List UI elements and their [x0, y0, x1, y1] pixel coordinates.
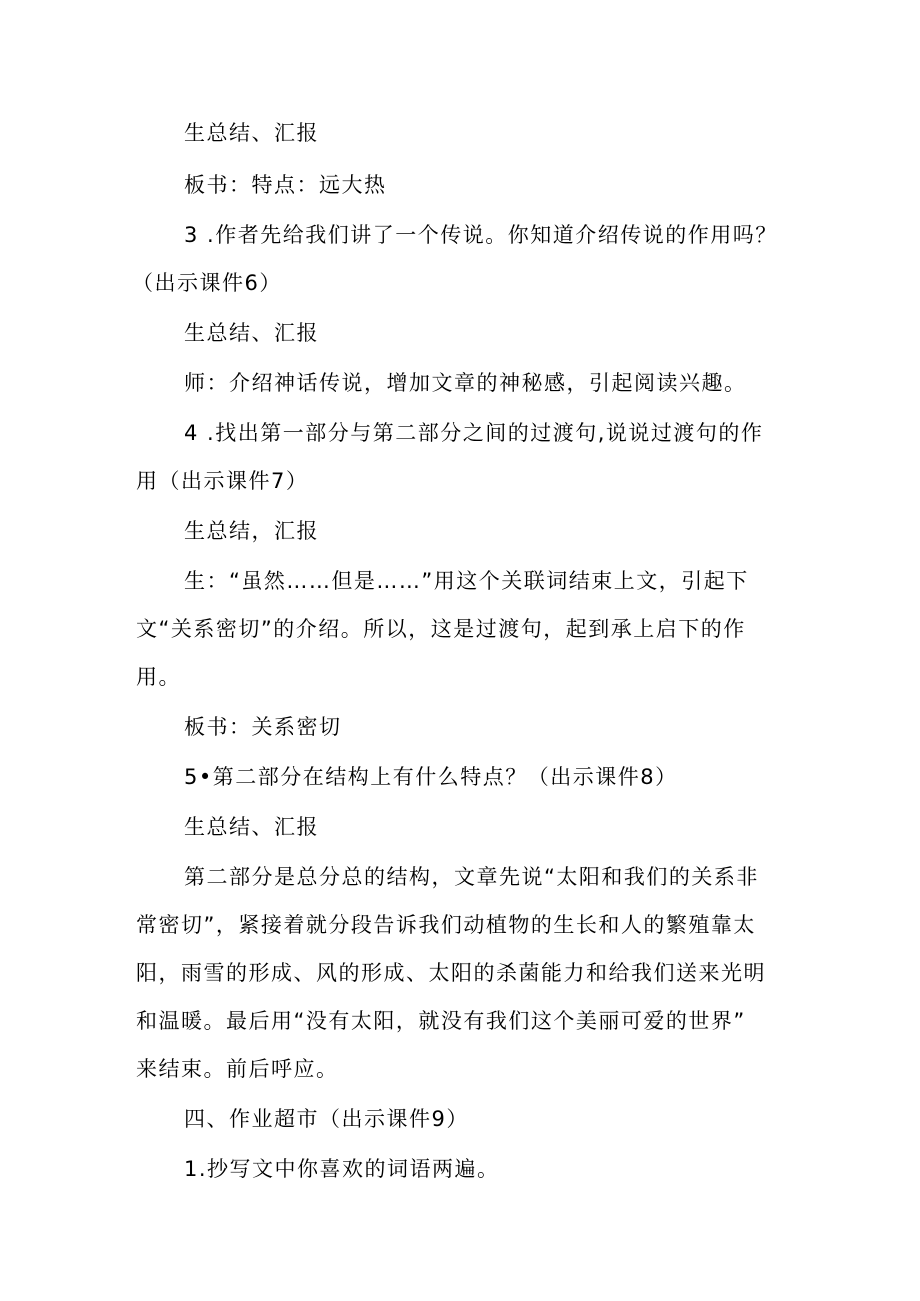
- paragraph-student-answer: [136, 557, 796, 701]
- paragraph-summary-report-2: [136, 309, 796, 357]
- paragraph-summary-report-3: [136, 507, 796, 555]
- text-line: 1.抄写文中你喜欢的词语两遍。: [184, 1157, 500, 1181]
- text-line: 生总结、汇报: [184, 121, 319, 145]
- text-line: 生：“虽然……但是……”用这个关联词结束上文，引起下: [184, 569, 749, 593]
- text-line: 生总结，汇报: [184, 519, 319, 543]
- text-line: 第二部分是总分总的结构，文章先说“太阳和我们的关系非: [184, 865, 759, 889]
- text-line: 来结束。前后呼应。: [136, 1057, 339, 1081]
- text-line: 板书：关系密切: [184, 715, 342, 739]
- text-line: 板书：特点：远大热: [184, 173, 387, 197]
- text-line: （出示课件6）: [132, 271, 282, 295]
- paragraph-board-features: [136, 161, 796, 209]
- text-line: 和温暖。最后用“没有太阳，就没有我们这个美丽可爱的世界”: [136, 1009, 746, 1033]
- paragraph-summary-report-1: [136, 109, 796, 157]
- paragraph-board-relation: [136, 703, 796, 751]
- text-line: 5•第二部分在结构上有什么特点？（出示课件8）: [184, 765, 678, 789]
- paragraph-homework-heading: [136, 1095, 796, 1143]
- paragraph-summary-report-4: [136, 803, 796, 851]
- paragraph-teacher-note: [136, 359, 796, 407]
- text-line: 四、作业超市（出示课件9）: [184, 1107, 469, 1131]
- paragraph-structure-analysis: [136, 853, 796, 1093]
- paragraph-homework-item-1: [136, 1145, 796, 1193]
- document-body: [132, 109, 796, 1193]
- text-line: 用（出示课件7）: [136, 469, 309, 493]
- paragraph-question-4: [136, 409, 796, 505]
- text-line: 生总结、汇报: [184, 815, 319, 839]
- text-line: 生总结、汇报: [184, 321, 319, 345]
- text-line: 文“关系密切”的介绍。所以，这是过渡句，起到承上启下的作: [136, 617, 746, 641]
- text-line: 师：介绍神话传说，增加文章的神秘感，引起阅读兴趣。: [184, 371, 747, 395]
- paragraph-question-5: [136, 753, 796, 801]
- text-line: 阳，雨雪的形成、风的形成、太阳的杀菌能力和给我们送来光明: [136, 961, 766, 985]
- text-line: 用。: [136, 665, 181, 689]
- text-line: 3 .作者先给我们讲了一个传说。你知道介绍传说的作用吗？: [184, 223, 778, 247]
- text-line: 4 .找出第一部分与第二部分之间的过渡句,说说过渡句的作: [184, 421, 764, 445]
- text-line: 常密切”，紧接着就分段告诉我们动植物的生长和人的繁殖靠太: [136, 913, 756, 937]
- paragraph-question-3: [132, 211, 796, 307]
